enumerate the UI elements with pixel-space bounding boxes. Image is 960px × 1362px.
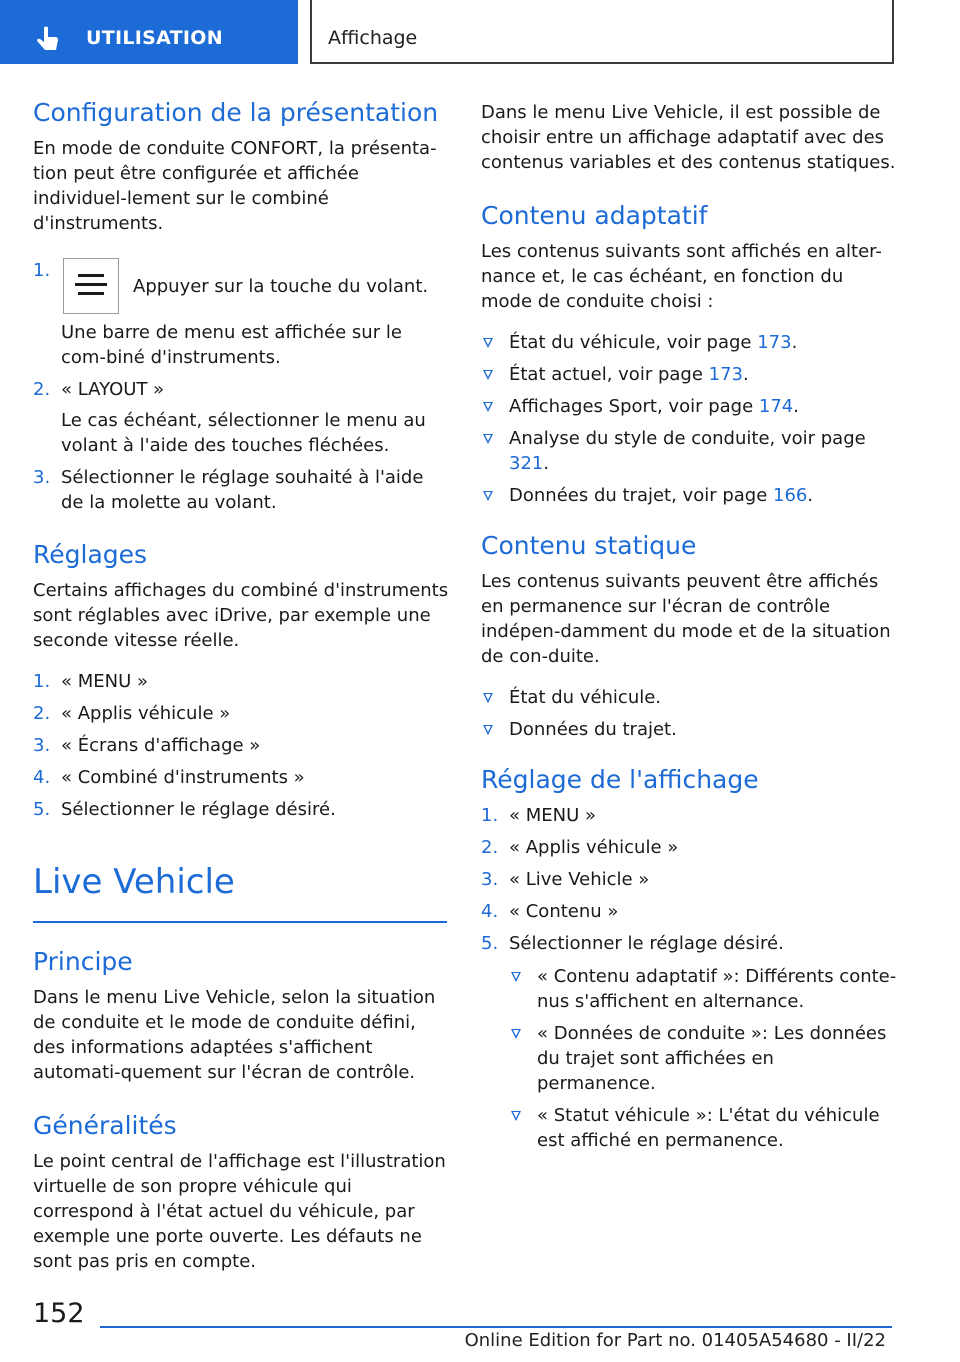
item-text: État du véhicule, voir page bbox=[509, 332, 758, 353]
item-end: . bbox=[807, 485, 814, 506]
step-text: Sélectionner le réglage désiré. bbox=[61, 799, 336, 820]
triangle-bullet-icon bbox=[511, 1111, 521, 1121]
item-text: État actuel, voir page bbox=[509, 364, 709, 385]
section-label: UTILISATION bbox=[86, 27, 223, 49]
triangle-bullet-icon bbox=[483, 434, 493, 444]
step-number: 5. bbox=[481, 933, 499, 954]
steering-key-icon bbox=[63, 258, 119, 314]
triangle-bullet-icon bbox=[483, 725, 493, 735]
step-number: 1. bbox=[33, 260, 51, 281]
step-sub: Une barre de menu est affichée sur le com-biné d'instruments. bbox=[61, 322, 402, 368]
step-number: 2. bbox=[33, 379, 51, 400]
generalites-heading: Généralités bbox=[33, 1111, 177, 1140]
statique-intro: Les contenus suivants peuvent être affichés en permanence sur l'écran de contrôle indépen-damment du mode et de la situation de con-duite. bbox=[481, 571, 891, 667]
right-intro: Dans le menu Live Vehicle, il est possible de choisir entre un affichage adaptatif avec des contenus variables et des contenus statiques. bbox=[481, 102, 896, 173]
step-number: 2. bbox=[481, 837, 499, 858]
principe-text: Dans le menu Live Vehicle, selon la situation de conduite et le mode de conduite défini, des informations adaptées s'affichent automati-quement sur l'écran de contrôle. bbox=[33, 987, 436, 1083]
list-item bbox=[33, 797, 449, 822]
section-tab bbox=[0, 0, 298, 64]
page-link[interactable]: 321 bbox=[509, 453, 544, 474]
heading-rule bbox=[33, 921, 447, 923]
hand-pointer-icon bbox=[34, 26, 64, 56]
triangle-bullet-icon bbox=[483, 402, 493, 412]
list-item bbox=[481, 426, 897, 476]
option-text: « Données de conduite »: Les données du trajet sont affichées en permanence. bbox=[537, 1023, 887, 1094]
step-number: 4. bbox=[33, 767, 51, 788]
item-end: . bbox=[543, 453, 550, 474]
reglage-affichage-steps bbox=[481, 803, 897, 1153]
list-item bbox=[33, 765, 449, 790]
step-text: « MENU » bbox=[509, 805, 597, 826]
page-link[interactable]: 166 bbox=[773, 485, 808, 506]
triangle-bullet-icon bbox=[483, 370, 493, 380]
step-text: « Écrans d'affichage » bbox=[61, 735, 261, 756]
config-steps bbox=[33, 258, 449, 515]
config-intro: En mode de conduite CONFORT, la présenta-tion peut être configurée et affichée individuel-lement sur le combiné d'instruments. bbox=[33, 138, 437, 234]
config-heading: Configuration de la présentation bbox=[33, 98, 439, 127]
list-item bbox=[509, 1021, 897, 1096]
step-text: « Applis véhicule » bbox=[509, 837, 679, 858]
step-text: Appuyer sur la touche du volant. bbox=[133, 275, 429, 297]
adaptatif-intro: Les contenus suivants sont affichés en alter-nance et, le cas échéant, en fonction du mode de conduite choisi : bbox=[481, 241, 882, 312]
chapter-label: Affichage bbox=[328, 27, 418, 49]
step-number: 1. bbox=[33, 671, 51, 692]
step-text: « LAYOUT » bbox=[61, 379, 165, 400]
list-item bbox=[481, 685, 897, 710]
reglages-heading: Réglages bbox=[33, 540, 148, 569]
list-item bbox=[481, 717, 897, 742]
page-number: 152 bbox=[33, 1298, 85, 1329]
adaptatif-heading: Contenu adaptatif bbox=[481, 201, 708, 230]
list-item bbox=[481, 899, 897, 924]
step-text: Sélectionner le réglage souhaité à l'aide de la molette au volant. bbox=[61, 467, 424, 513]
option-text: « Contenu adaptatif »: Différents conte-nus s'affichent en alternance. bbox=[537, 966, 897, 1012]
triangle-bullet-icon bbox=[483, 338, 493, 348]
footer-rule bbox=[100, 1326, 892, 1328]
step-number: 2. bbox=[33, 703, 51, 724]
reglages-steps bbox=[33, 669, 449, 822]
item-text: Affichages Sport, voir page bbox=[509, 396, 759, 417]
step-text: « Live Vehicle » bbox=[509, 869, 650, 890]
list-item bbox=[33, 465, 449, 515]
list-item bbox=[481, 803, 897, 828]
triangle-bullet-icon bbox=[483, 491, 493, 501]
option-text: « Statut véhicule »: L'état du véhicule est affiché en permanence. bbox=[537, 1105, 880, 1151]
list-item bbox=[33, 733, 449, 758]
list-item bbox=[509, 1103, 897, 1153]
page-link[interactable]: 174 bbox=[758, 396, 794, 417]
chapter-header bbox=[310, 0, 894, 64]
step-text: « Contenu » bbox=[509, 901, 619, 922]
list-item bbox=[481, 330, 897, 355]
item-end: . bbox=[791, 332, 798, 353]
step-number: 3. bbox=[33, 467, 51, 488]
left-column bbox=[33, 96, 449, 1274]
list-item bbox=[33, 258, 449, 370]
list-item bbox=[33, 377, 449, 458]
step-text: Sélectionner le réglage désiré. bbox=[509, 933, 784, 954]
step-number: 3. bbox=[33, 735, 51, 756]
item-text: État du véhicule. bbox=[509, 687, 662, 708]
item-text: Analyse du style de conduite, voir page bbox=[509, 428, 866, 449]
step-sub: Le cas échéant, sélectionner le menu au volant à l'aide des touches fléchées. bbox=[61, 410, 426, 456]
step-number: 4. bbox=[481, 901, 499, 922]
page-link[interactable]: 173 bbox=[708, 364, 743, 385]
list-item bbox=[481, 394, 897, 419]
step-number: 1. bbox=[481, 805, 499, 826]
list-item bbox=[481, 867, 897, 892]
generalites-text: Le point central de l'affichage est l'illustration virtuelle de son propre véhicule qui correspond à l'état actuel du véhicule, par exemple une porte ouverte. Les défauts ne sont pas pris en compte. bbox=[33, 1151, 446, 1272]
list-item bbox=[33, 701, 449, 726]
triangle-bullet-icon bbox=[511, 972, 521, 982]
list-item bbox=[481, 835, 897, 860]
list-item bbox=[481, 931, 897, 1153]
item-end: . bbox=[793, 396, 799, 417]
step-text: « MENU » bbox=[61, 671, 149, 692]
step-number: 3. bbox=[481, 869, 499, 890]
triangle-bullet-icon bbox=[511, 1029, 521, 1039]
adaptatif-list bbox=[481, 330, 897, 508]
reglages-intro: Certains affichages du combiné d'instruments sont réglables avec iDrive, par exemple une seconde vitesse réelle. bbox=[33, 580, 449, 651]
list-item bbox=[481, 483, 897, 508]
statique-heading: Contenu statique bbox=[481, 531, 697, 560]
statique-list bbox=[481, 685, 897, 742]
step-number: 5. bbox=[33, 799, 51, 820]
item-text: Données du trajet, voir page bbox=[509, 485, 774, 506]
edition-text: Online Edition for Part no. 01405A54680 - II/22 bbox=[464, 1330, 886, 1351]
item-text: Données du trajet. bbox=[509, 719, 677, 740]
principe-heading: Principe bbox=[33, 947, 133, 976]
option-list bbox=[509, 964, 897, 1153]
page-link[interactable]: 173 bbox=[757, 332, 792, 353]
list-item bbox=[481, 362, 897, 387]
triangle-bullet-icon bbox=[483, 693, 493, 703]
list-item bbox=[33, 669, 449, 694]
live-vehicle-heading: Live Vehicle bbox=[33, 862, 235, 902]
reglage-affichage-heading: Réglage de l'affichage bbox=[481, 765, 759, 794]
step-text: « Applis véhicule » bbox=[61, 703, 231, 724]
right-column bbox=[481, 100, 897, 1160]
list-item bbox=[509, 964, 897, 1014]
item-end: . bbox=[742, 364, 749, 385]
menu-lines-icon bbox=[75, 273, 107, 299]
step-text: « Combiné d'instruments » bbox=[61, 767, 305, 788]
